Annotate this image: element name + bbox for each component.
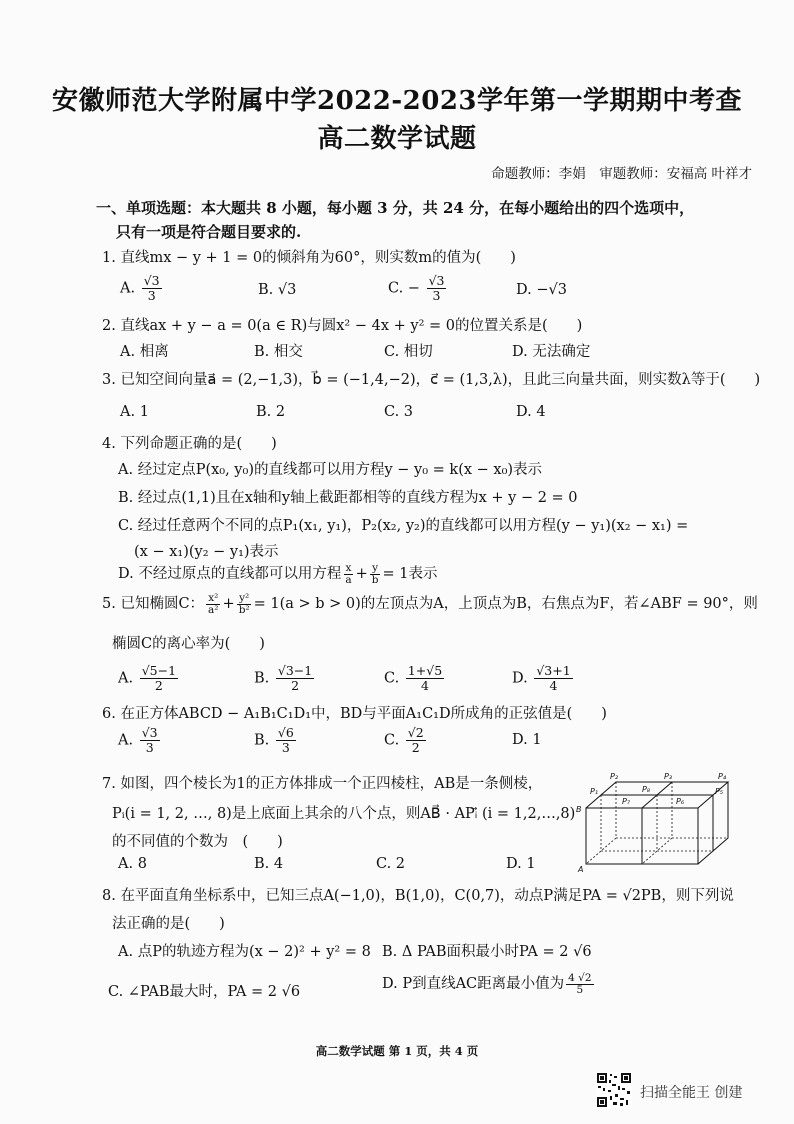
question-5-option-d: D. $\frac{√3+1}{4}$	[512, 663, 571, 693]
question-8-option-c: C. ∠PAB最大时，PA = 2 √6	[108, 984, 301, 1000]
question-3-stem: 3. 已知空间向量a⃗ = (2,−1,3)，b⃗ = (−1,4,−2)，c⃗ = (1,3,λ)，且此三向量共面，则实数λ等于( )	[102, 372, 761, 388]
question-7-stem: 7. 如图，四个棱长为1的正方体排成一个正四棱柱，AB是一条侧棱，	[102, 776, 543, 792]
question-8-stem-cont: 法正确的是( )	[112, 916, 225, 932]
question-3-option-a: A. 1	[120, 404, 149, 420]
question-3-option-b: B. 2	[256, 404, 286, 420]
label-p8: P₈	[642, 785, 651, 794]
question-1-option-a: A. $\frac{√3}{3}$	[120, 273, 160, 303]
question-2-option-c: C. 相切	[384, 344, 433, 360]
question-7-stem-2: Pᵢ(i = 1, 2, …, 8)是上底面上其余的八个点，则AB⃗ · APᵢ⃗ (i = 1,2,…,8)	[112, 806, 576, 822]
label-p2: P₂	[610, 772, 619, 781]
question-5-option-b: B. $\frac{√3-1}{2}$	[254, 663, 313, 693]
question-3-option-c: C. 3	[384, 404, 414, 420]
label-p6: P₆	[676, 797, 685, 806]
label-p7: P₇	[622, 797, 631, 806]
question-5-option-a: A. $\frac{√5-1}{2}$	[118, 663, 177, 693]
question-4-option-d: D. 不经过原点的直线都可以用方程 $\frac{x}{a}$ + $\frac{y}{b}$ = 1表示	[118, 561, 438, 586]
label-b: B	[576, 805, 582, 814]
question-2-option-b: B. 相交	[254, 344, 303, 360]
question-8-option-a: A. 点P的轨迹方程为(x − 2)² + y² = 8	[118, 944, 371, 960]
question-5-option-c: C. $\frac{1+√5}{4}$	[384, 663, 443, 693]
question-2-stem: 2. 直线ax + y − a = 0(a ∈ R)与圆x² − 4x + y² = 0的位置关系是( )	[102, 318, 583, 334]
question-6-option-d: D. 1	[512, 732, 542, 748]
label-p5: P₅	[715, 787, 724, 796]
scanner-watermark: 扫描全能王 创建	[640, 1085, 743, 1101]
question-4-stem: 4. 下列命题正确的是( )	[102, 436, 277, 452]
question-5-stem: 5. 已知椭圆C： $\frac{\text{x²}}{\text{a²}}$ + $\frac{\text{y²}}{\text{b²}}$ = 1(a > b > 0)的左顶点为A，上顶点为B，右焦点为F，若∠ABF = 90°，则	[102, 591, 758, 616]
question-7-option-d: D. 1	[506, 856, 536, 872]
question-6-option-a: A. $\frac{√3}{3}$	[118, 725, 158, 755]
question-4-option-a: A. 经过定点P(x₀, y₀)的直线都可以用方程y − y₀ = k(x − x₀)表示	[118, 462, 543, 478]
question-1-option-c: C. − $\frac{√3}{3}$	[388, 273, 445, 303]
question-1-option-d: D. −√3	[516, 282, 567, 298]
label-p3: P₃	[664, 772, 673, 781]
exam-title: 安徽师范大学附属中学2022-2023学年第一学期期中考查	[51, 86, 743, 116]
question-1-option-b: B. √3	[258, 282, 297, 298]
question-4-option-c: C. 经过任意两个不同的点P₁(x₁, y₁)，P₂(x₂, y₂)的直线都可以用方程(y − y₁)(x₂ − x₁) =	[118, 518, 689, 534]
question-8-stem: 8. 在平面直角坐标系中，已知三点A(−1,0)，B(1,0)，C(0,7)，动点P满足PA = √2PB，则下列说	[102, 888, 734, 904]
question-2-option-a: A. 相离	[120, 344, 169, 360]
question-4-option-b: B. 经过点(1,1)且在x轴和y轴上截距都相等的直线方程为x + y − 2 = 0	[118, 490, 578, 506]
question-6-stem: 6. 在正方体ABCD − A₁B₁C₁D₁中，BD与平面A₁C₁D所成角的正弦值是( )	[102, 706, 607, 722]
question-7-option-c: C. 2	[376, 856, 406, 872]
author-line: 命题教师：李娟 审题教师：安福高 叶祥才	[491, 166, 752, 182]
label-a: A	[578, 865, 584, 874]
question-8-option-b: B. Δ PAB面积最小时PA = 2 √6	[382, 944, 592, 960]
question-1-stem: 1. 直线mx − y + 1 = 0的倾斜角为60°，则实数m的值为( )	[102, 250, 516, 266]
question-6-option-c: C. $\frac{√2}{2}$	[384, 725, 424, 755]
question-5-stem-cont: 椭圆C的离心率为( )	[112, 636, 265, 652]
question-4-option-c-cont: (x − x₁)(y₂ − y₁)表示	[134, 544, 279, 560]
question-7-stem-3: 的不同值的个数为 ( )	[112, 834, 283, 850]
page-footer: 高二数学试题 第 1 页，共 4 页	[315, 1044, 479, 1058]
question-6-option-b: B. $\frac{√6}{3}$	[254, 725, 294, 755]
exam-subtitle: 高二数学试题	[317, 124, 477, 154]
question-7-option-a: A. 8	[118, 856, 147, 872]
question-8-option-d: D. P到直线AC距离最小值为 $\frac{4 √2}{5}$	[382, 971, 592, 996]
section-heading: 一、单项选题：本大题共 8 小题，每小题 3 分，共 24 分，在每小题给出的四个选项中， 只有一项是符合题目要求的.	[96, 199, 695, 241]
label-p1: P₁	[590, 787, 599, 796]
prism-figure	[572, 770, 730, 874]
question-7-option-b: B. 4	[254, 856, 284, 872]
question-2-option-d: D. 无法确定	[512, 344, 591, 360]
question-3-option-d: D. 4	[516, 404, 546, 420]
qr-code-icon	[596, 1072, 632, 1108]
label-p4: P₄	[718, 772, 727, 781]
